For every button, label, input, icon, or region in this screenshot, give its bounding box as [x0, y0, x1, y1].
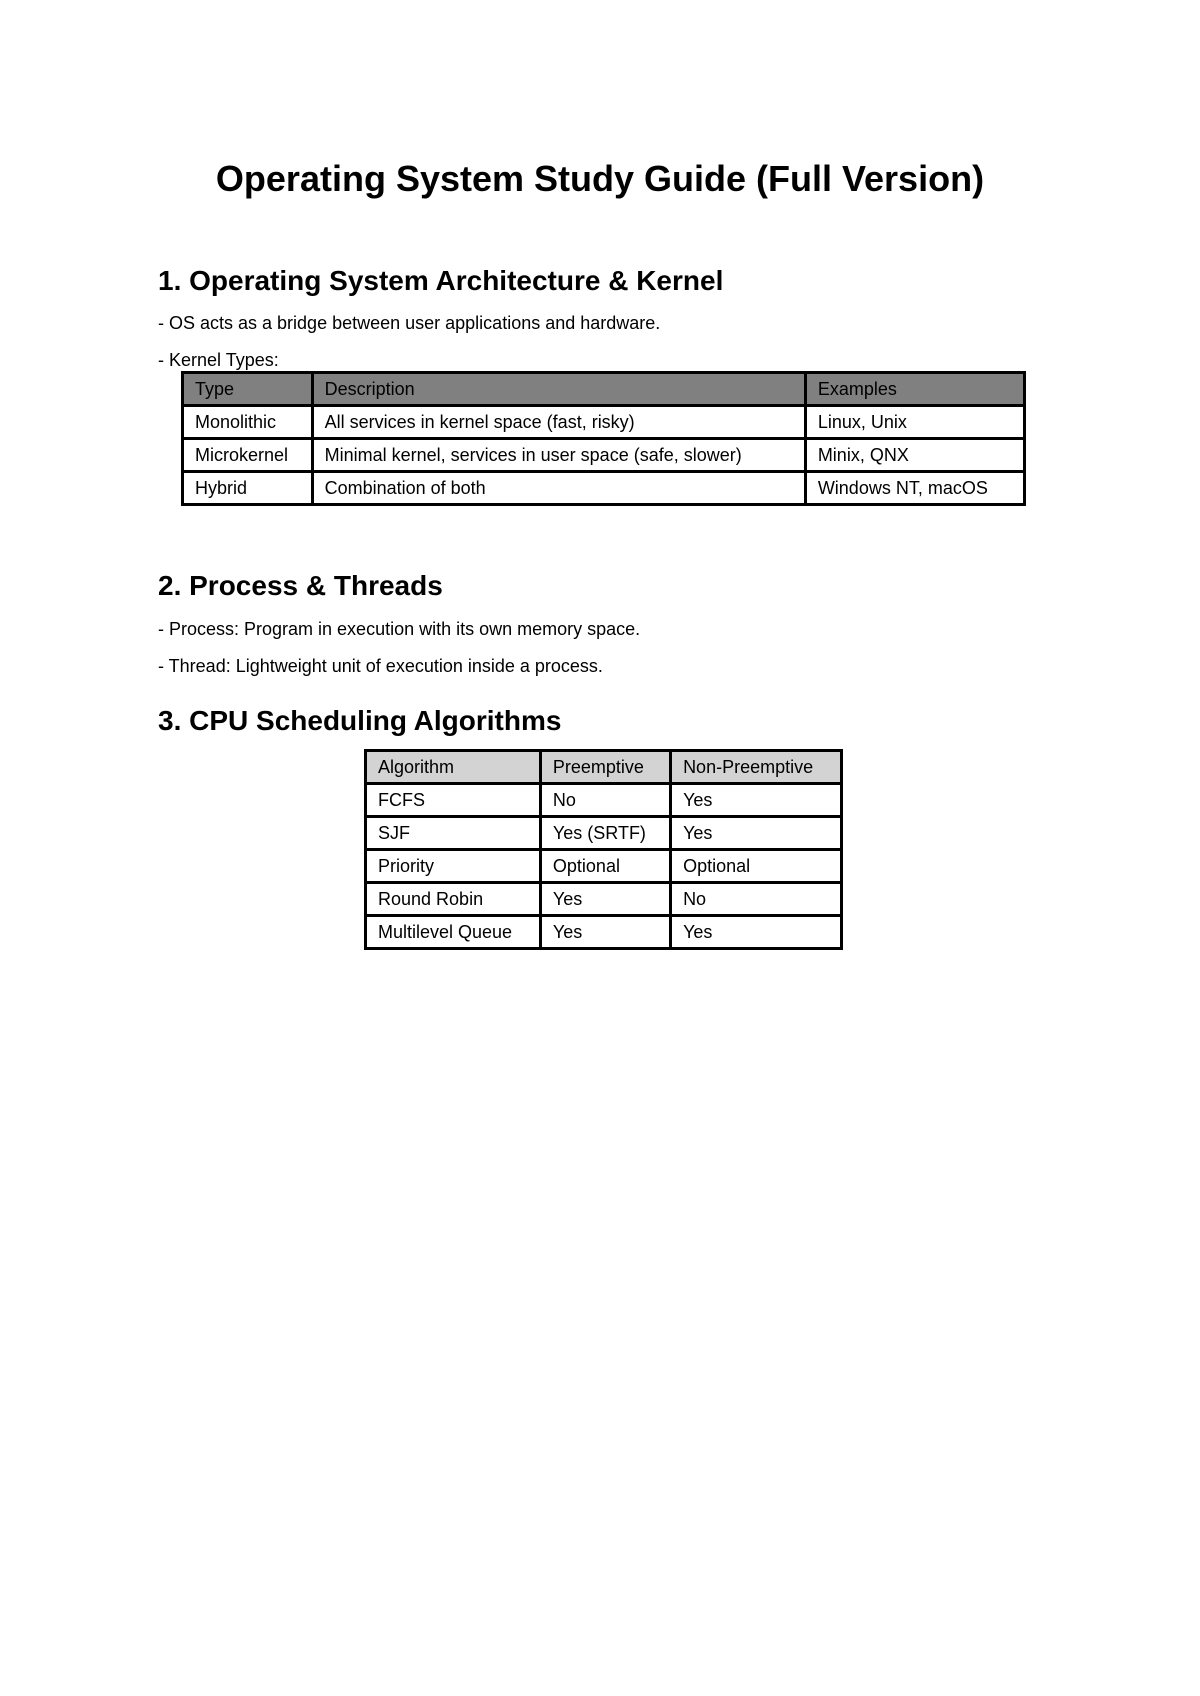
scheduling-algorithms-table: [364, 749, 843, 950]
section-heading-cpu-scheduling: 3. CPU Scheduling Algorithms: [158, 705, 562, 736]
table-row: [183, 472, 1025, 505]
table-cell: Multilevel Queue: [366, 916, 541, 949]
section-heading-process-threads: 2. Process & Threads: [158, 570, 443, 601]
table-cell: SJF: [366, 817, 541, 850]
table-cell: No: [671, 883, 842, 916]
column-header-non-preemptive: Non-Preemptive: [671, 751, 842, 784]
table-cell: Optional: [540, 850, 670, 883]
table-cell: Minix, QNX: [805, 439, 1024, 472]
table-cell: Yes: [540, 883, 670, 916]
column-header-examples: Examples: [805, 373, 1024, 406]
column-header-description: Description: [312, 373, 805, 406]
table-row: [366, 817, 842, 850]
section-heading-architecture: 1. Operating System Architecture & Kernel: [158, 265, 724, 296]
table-row: [183, 439, 1025, 472]
table-cell: Yes: [540, 916, 670, 949]
table-cell: Hybrid: [183, 472, 313, 505]
table-cell: Windows NT, macOS: [805, 472, 1024, 505]
bullet-os-bridge: - OS acts as a bridge between user applications and hardware.: [158, 313, 661, 333]
table-row: [366, 850, 842, 883]
table-header-row: [366, 751, 842, 784]
table-cell: Linux, Unix: [805, 406, 1024, 439]
bullet-kernel-types: - Kernel Types:: [158, 350, 279, 370]
table-row: [366, 784, 842, 817]
table-row: [183, 406, 1025, 439]
table-cell: Microkernel: [183, 439, 313, 472]
table-cell: Yes: [671, 817, 842, 850]
table-header-row: [183, 373, 1025, 406]
table-cell: FCFS: [366, 784, 541, 817]
table-cell: Combination of both: [312, 472, 805, 505]
table-cell: Priority: [366, 850, 541, 883]
table-cell: All services in kernel space (fast, risky): [312, 406, 805, 439]
table-cell: No: [540, 784, 670, 817]
column-header-preemptive: Preemptive: [540, 751, 670, 784]
table-cell: Yes (SRTF): [540, 817, 670, 850]
kernel-types-table: [181, 371, 1026, 506]
table-cell: Yes: [671, 916, 842, 949]
table-cell: Yes: [671, 784, 842, 817]
column-header-algorithm: Algorithm: [366, 751, 541, 784]
column-header-type: Type: [183, 373, 313, 406]
table-cell: Round Robin: [366, 883, 541, 916]
table-cell: Monolithic: [183, 406, 313, 439]
table-cell: Minimal kernel, services in user space (safe, slower): [312, 439, 805, 472]
page-title: Operating System Study Guide (Full Version): [215, 158, 985, 199]
table-row: [366, 883, 842, 916]
bullet-thread: - Thread: Lightweight unit of execution inside a process.: [158, 656, 603, 676]
bullet-process: - Process: Program in execution with its own memory space.: [158, 619, 641, 639]
table-cell: Optional: [671, 850, 842, 883]
table-row: [366, 916, 842, 949]
